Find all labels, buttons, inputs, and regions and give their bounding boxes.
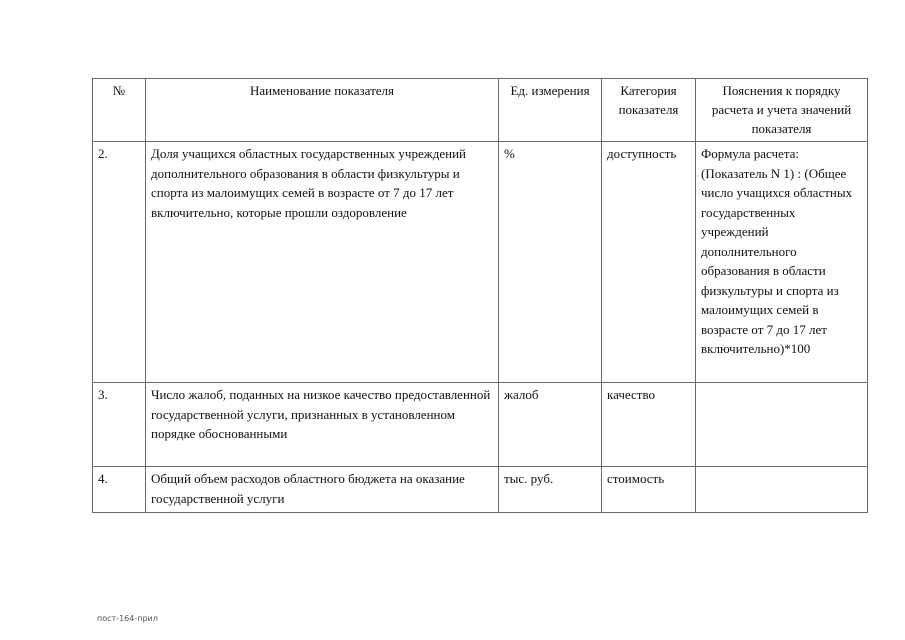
row-num: 2. bbox=[93, 142, 146, 383]
row-unit: тыс. руб. bbox=[499, 467, 602, 513]
header-explanation: Пояснения к порядку расчета и учета значений показателя bbox=[696, 79, 868, 142]
row-category: доступность bbox=[602, 142, 696, 383]
table-row bbox=[93, 142, 868, 383]
header-num: № bbox=[93, 79, 146, 142]
header-name: Наименование показателя bbox=[146, 79, 499, 142]
row-category: качество bbox=[602, 383, 696, 467]
row-num: 4. bbox=[93, 467, 146, 513]
footer-label: пост-164-прил bbox=[97, 614, 158, 623]
row-name: Число жалоб, поданных на низкое качество предоставленной государственной услуги, признанных в установленном порядке обоснованными bbox=[146, 383, 499, 467]
header-category: Категория показателя bbox=[602, 79, 696, 142]
table-header-row bbox=[93, 79, 868, 142]
row-name: Доля учащихся областных государственных учреждений дополнительного образования в области физкультуры и спорта из малоимущих семей в возрасте от 7 до 17 лет включительно, которые прошли оздоровление bbox=[146, 142, 499, 383]
row-explanation bbox=[696, 467, 868, 513]
row-explanation: Формула расчета: (Показатель N 1) : (Общее число учащихся областных государственных учреждений дополнительного образования в области физкультуры и спорта из малоимущих семей в возрасте от 7 до 17 лет включительно)*100 bbox=[696, 142, 868, 383]
indicators-table bbox=[92, 78, 868, 513]
row-unit: жалоб bbox=[499, 383, 602, 467]
header-unit: Ед. измерения bbox=[499, 79, 602, 142]
row-category: стоимость bbox=[602, 467, 696, 513]
row-explanation bbox=[696, 383, 868, 467]
table-row bbox=[93, 383, 868, 467]
row-num: 3. bbox=[93, 383, 146, 467]
row-unit: % bbox=[499, 142, 602, 383]
table-row bbox=[93, 467, 868, 513]
row-name: Общий объем расходов областного бюджета на оказание государственной услуги bbox=[146, 467, 499, 513]
